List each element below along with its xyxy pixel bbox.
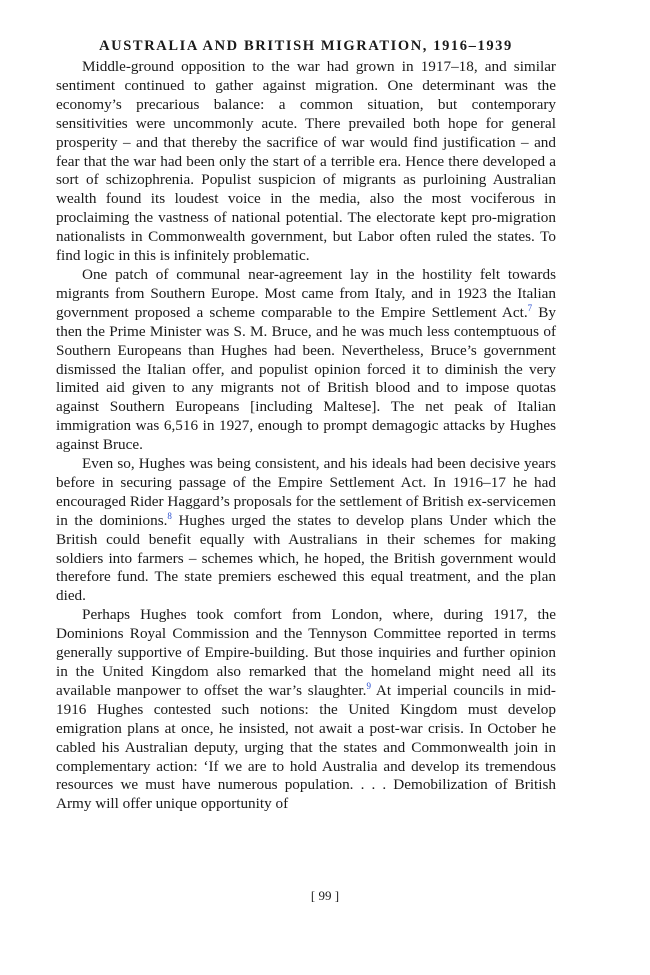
paragraph-4-text-b: At imperial councils in mid-1916 Hughes contested such notions: the United Kingdom must develop emigration plans at once, he insisted, not await a post-war crisis. In October he cabled his Australian deputy, urging that the states and Commonwealth join in complementary action: ‘If we are to hold Australia and develop its tremendous resources we must have numerous population. . . . Demobilization of British Army will offer unique opportunity of	[56, 681, 556, 813]
book-page	[56, 36, 556, 814]
paragraph-3-text-a: Even so, Hughes was being consistent, and his ideals had been decisive years before in securing passage of the Empire Settlement Act. In 1916–17 he had encouraged Rider Haggard’s proposals for the settlement of British ex-servicemen in the dominions.	[56, 455, 556, 529]
paragraph-3	[56, 455, 556, 606]
footnote-ref-8[interactable]: 8	[167, 510, 172, 521]
paragraph-4	[56, 606, 556, 814]
paragraph-1-text: Middle-ground opposition to the war had grown in 1917–18, and similar sentiment continued to gather against migration. One determinant was the economy’s precarious balance: a common situation, but contemporary sensitivities were uncommonly acute. There prevailed both hope for general prosperity – and that thereby the sacrifice of war would find justification – and fear that the war had been only the start of a terrible era. Hence there developed a sort of schizophrenia. Populist suspicion of migrants as purloining Australian wealth found its loudest voice in the media, also the most vociferous in proclaiming the vastness of national potential. The electorate kept pro-migration nationalists in Commonwealth government, but Labor often ruled the states. To find logic in this is infinitely problematic.	[56, 58, 556, 265]
paragraph-2	[56, 266, 556, 455]
paragraph-2-text-b: By then the Prime Minister was S. M. Bruce, and he was much less contemptuous of Southern Europeans than Hughes had been. Nevertheless, Bruce’s government dismissed the Italian offer, and populist opinion forced it to diminish the very limited aid given to any migrants not of British blood and to impose quotas against Southern Europeans [including Maltese]. The net peak of Italian immigration was 6,516 in 1927, enough to prompt demagogic attacks by Hughes against Bruce.	[56, 303, 557, 454]
footnote-ref-9[interactable]: 9	[366, 680, 371, 691]
paragraph-3-text-b: Hughes urged the states to develop plans Under which the British could benefit equally with Australians in their schemes for making soldiers into farmers – schemes which, he hoped, the British government would therefore fund. The state premiers eschewed this equal treatment, and the plan died.	[56, 511, 557, 605]
paragraph-2-text-a: One patch of communal near-agreement lay in the hostility felt towards migrants from Southern Europe. Most came from Italy, and in 1923 the Italian government proposed a scheme comparable to the Empire Settlement Act.	[56, 265, 556, 321]
page-number: [ 99 ]	[310, 888, 340, 903]
paragraph-4-text-a: Perhaps Hughes took comfort from London, where, during 1917, the Dominions Royal Commission and the Tennyson Committee reported in terms generally supportive of Empire-building. But those inquiries and further opinion in the United Kingdom also remarked that the homeland might need all its available manpower to offset the war’s slaughter.	[56, 606, 556, 699]
paragraph-1	[56, 58, 556, 266]
footnote-ref-7[interactable]: 7	[527, 302, 533, 313]
running-head: AUSTRALIA AND BRITISH MIGRATION, 1916–1939	[99, 38, 513, 54]
